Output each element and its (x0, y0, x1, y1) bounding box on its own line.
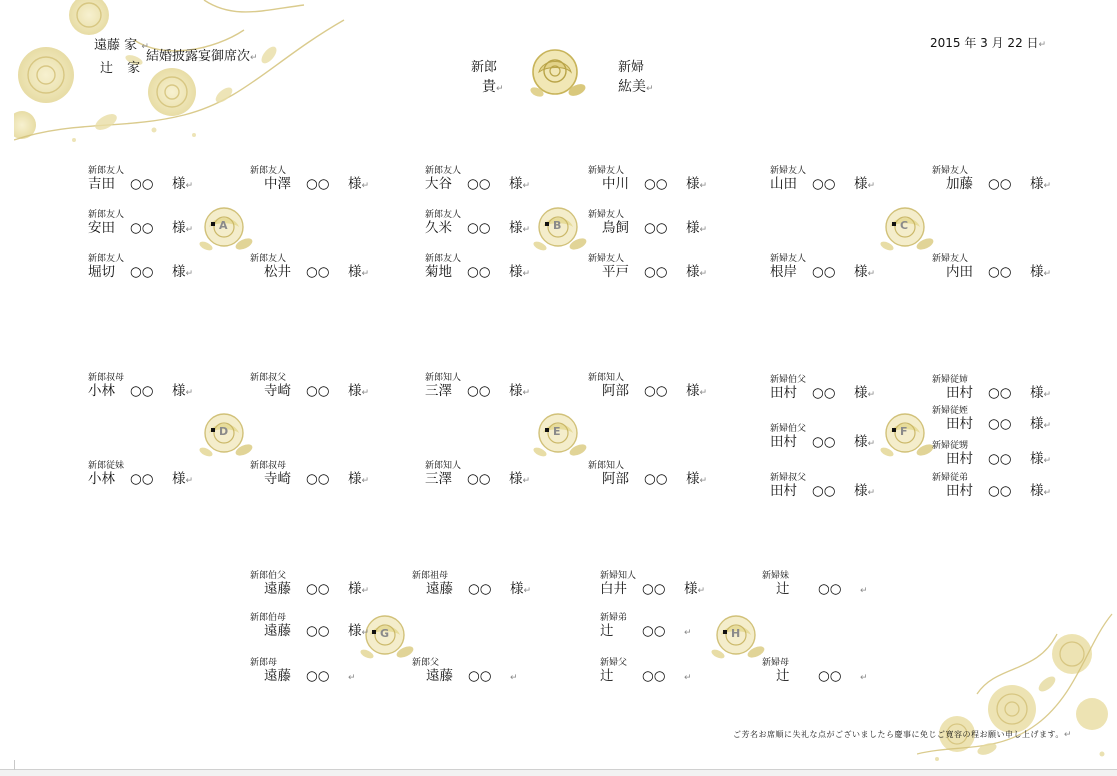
paragraph-mark: ↵ (867, 390, 876, 400)
guest-honorific: 様 (348, 471, 362, 487)
guest-relation: 新郎伯母 (250, 613, 287, 623)
guest-seat (762, 658, 868, 686)
guest-surname: 辻 (776, 668, 790, 684)
guest-given-name: ○○ (130, 264, 154, 280)
guest-relation: 新婦友人 (588, 210, 625, 220)
guest-surname: 久米 (425, 220, 452, 236)
guest-given-name: ○○ (642, 623, 666, 639)
guest-honorific: 様 (854, 264, 868, 280)
guest-relation: 新郎伯父 (250, 571, 287, 581)
paragraph-mark: ↵ (699, 269, 708, 279)
guest-given-name: ○○ (812, 483, 836, 499)
guest-seat (88, 461, 193, 489)
guest-given-name: ○○ (644, 383, 668, 399)
guest-given-name: ○○ (818, 581, 842, 597)
family-name-tsuji: 辻 (100, 61, 114, 76)
guest-given-name: ○○ (306, 668, 330, 684)
guest-relation: 新婦伯父 (770, 424, 807, 434)
table-marker-h (708, 612, 772, 662)
title-text: 結婚披露宴御席次 (146, 49, 251, 64)
guest-seat (932, 254, 1051, 282)
guest-seat (88, 254, 193, 282)
guest-relation: 新郎従妹 (88, 461, 125, 471)
guest-seat (88, 373, 193, 401)
table-marker-c (877, 204, 941, 254)
guest-given-name: ○○ (467, 471, 491, 487)
guest-surname: 平戸 (602, 264, 629, 280)
guest-honorific: 様 (1030, 176, 1044, 192)
guest-relation: 新郎友人 (250, 166, 287, 176)
center-rose-icon (525, 46, 591, 102)
guest-seat (425, 254, 530, 282)
guest-surname: 三澤 (425, 383, 452, 399)
document-title: 結婚披露宴御席次↵ (146, 49, 258, 64)
guest-given-name: ○○ (306, 623, 330, 639)
guest-seat (762, 571, 868, 599)
guest-relation: 新郎友人 (88, 166, 125, 176)
guest-given-name: ○○ (306, 471, 330, 487)
guest-surname: 三澤 (425, 471, 452, 487)
paragraph-mark: ↵ (867, 269, 876, 279)
guest-seat (588, 373, 707, 401)
groom-label: 新郎 (471, 60, 498, 75)
guest-seat (932, 375, 1051, 403)
table-marker-e (530, 410, 594, 460)
guest-seat (932, 166, 1051, 194)
guest-honorific: 様 (172, 383, 186, 399)
guest-surname: 阿部 (602, 471, 629, 487)
guest-relation: 新郎母 (250, 658, 278, 668)
guest-relation: 新婦友人 (932, 166, 969, 176)
paragraph-mark: ↵ (867, 181, 876, 191)
guest-given-name: ○○ (988, 176, 1012, 192)
paragraph-mark: ↵ (361, 628, 370, 638)
guest-honorific: 様 (854, 385, 868, 401)
family-name-endo: 遠藤 (94, 38, 121, 53)
paragraph-mark: ↵ (348, 673, 356, 683)
guest-seat (588, 166, 707, 194)
paragraph-mark: ↵ (697, 586, 706, 596)
table-marker-a (196, 204, 260, 254)
guest-seat (770, 424, 875, 452)
table-marker-d (196, 410, 260, 460)
guest-relation: 新婦友人 (770, 254, 807, 264)
paragraph-mark: ↵ (185, 181, 194, 191)
guest-given-name: ○○ (467, 176, 491, 192)
paragraph-mark: ↵ (523, 586, 532, 596)
guest-given-name: ○○ (644, 471, 668, 487)
guest-seat (600, 613, 692, 641)
paragraph-mark: ↵ (522, 269, 531, 279)
family-suffix: 家 (127, 61, 141, 76)
paragraph-mark: ↵ (361, 388, 370, 398)
guest-honorific: 様 (686, 471, 700, 487)
guest-seat (250, 613, 369, 641)
guest-surname: 小林 (88, 383, 115, 399)
guest-relation: 新婦妹 (762, 571, 790, 581)
guest-given-name: ○○ (467, 264, 491, 280)
guest-seat (932, 441, 1051, 469)
guest-surname: 田村 (770, 483, 797, 499)
paragraph-mark: ↵ (185, 388, 194, 398)
guest-given-name: ○○ (306, 383, 330, 399)
guest-honorific: 様 (854, 434, 868, 450)
guest-seat (250, 571, 369, 599)
rose-icon (196, 204, 260, 254)
guest-given-name: ○○ (812, 385, 836, 401)
guest-given-name: ○○ (642, 581, 666, 597)
guest-seat (250, 658, 356, 686)
table-label: F (900, 425, 908, 438)
guest-honorific: 様 (509, 383, 523, 399)
guest-seat (770, 375, 875, 403)
guest-honorific: 様 (1030, 385, 1044, 401)
guest-seat (770, 254, 875, 282)
paragraph-mark: ↵ (185, 225, 194, 235)
paragraph-mark: ↵ (1043, 181, 1052, 191)
family-suffix: 家 (124, 38, 138, 53)
paragraph-mark: ↵ (361, 181, 370, 191)
floral-bottom-right-decoration (917, 604, 1117, 774)
guest-seat (412, 658, 518, 686)
guest-given-name: ○○ (642, 668, 666, 684)
table-label: G (380, 627, 390, 640)
guest-honorific: 様 (1030, 416, 1044, 432)
guest-surname: 白井 (600, 581, 627, 597)
guest-given-name: ○○ (306, 581, 330, 597)
guest-relation: 新婦知人 (600, 571, 637, 581)
guest-surname: 遠藤 (264, 668, 291, 684)
guest-honorific: 様 (686, 176, 700, 192)
guest-relation: 新郎知人 (425, 373, 462, 383)
footer-note: ご芳名お席順に失礼な点がございましたら慶事に免じご寛容の程お願い申し上げます。↵ (733, 730, 1072, 740)
guest-surname: 松井 (264, 264, 291, 280)
guest-seat (932, 406, 1051, 434)
guest-surname: 田村 (946, 451, 973, 467)
guest-honorific: 様 (172, 471, 186, 487)
guest-surname: 田村 (946, 483, 973, 499)
guest-seat (250, 461, 369, 489)
guest-seat (88, 210, 193, 238)
guest-seat (932, 473, 1051, 501)
guest-seat (412, 571, 531, 599)
guest-surname: 吉田 (88, 176, 115, 192)
guest-given-name: ○○ (818, 668, 842, 684)
guest-seat (425, 210, 530, 238)
guest-relation: 新郎友人 (425, 210, 462, 220)
guest-relation: 新婦父 (600, 658, 628, 668)
guest-relation: 新郎父 (412, 658, 440, 668)
guest-honorific: 様 (1030, 483, 1044, 499)
guest-honorific: 様 (509, 471, 523, 487)
guest-honorific: 様 (510, 581, 524, 597)
guest-relation: 新婦友人 (588, 254, 625, 264)
guest-surname: 辻 (600, 623, 614, 639)
paragraph-mark: ↵ (1043, 421, 1052, 431)
guest-honorific: 様 (686, 383, 700, 399)
guest-given-name: ○○ (812, 176, 836, 192)
guest-seat (88, 166, 193, 194)
page-corner-mark (14, 760, 15, 770)
guest-honorific: 様 (348, 383, 362, 399)
guest-relation: 新婦友人 (932, 254, 969, 264)
guest-surname: 遠藤 (264, 581, 291, 597)
paragraph-mark: ↵ (361, 586, 370, 596)
guest-given-name: ○○ (988, 416, 1012, 432)
table-label: C (900, 219, 909, 232)
guest-relation: 新郎叔父 (250, 373, 287, 383)
paragraph-mark: ↵ (684, 628, 692, 638)
paragraph-mark: ↵ (522, 225, 531, 235)
guest-surname: 堀切 (88, 264, 115, 280)
guest-surname: 寺崎 (264, 383, 291, 399)
guest-honorific: 様 (684, 581, 698, 597)
guest-surname: 安田 (88, 220, 115, 236)
guest-seat (250, 254, 369, 282)
guest-relation: 新郎友人 (425, 254, 462, 264)
guest-relation: 新婦従弟 (932, 473, 969, 483)
paragraph-mark: ↵ (1043, 456, 1052, 466)
guest-relation: 新郎叔母 (88, 373, 125, 383)
guest-honorific: 様 (509, 176, 523, 192)
guest-given-name: ○○ (130, 176, 154, 192)
paragraph-mark: ↵ (510, 673, 518, 683)
table-label: E (553, 425, 561, 438)
guest-surname: 中川 (602, 176, 629, 192)
guest-honorific: 様 (686, 220, 700, 236)
guest-surname: 内田 (946, 264, 973, 280)
guest-honorific: 様 (1030, 451, 1044, 467)
guest-honorific: 様 (348, 264, 362, 280)
guest-surname: 辻 (600, 668, 614, 684)
guest-surname: 阿部 (602, 383, 629, 399)
paragraph-mark: ↵ (1043, 390, 1052, 400)
guest-surname: 中澤 (264, 176, 291, 192)
guest-relation: 新婦友人 (588, 166, 625, 176)
rose-icon (530, 410, 594, 460)
guest-given-name: ○○ (644, 220, 668, 236)
guest-honorific: 様 (172, 220, 186, 236)
guest-given-name: ○○ (306, 264, 330, 280)
groom-name: 貴↵ (482, 79, 504, 95)
guest-given-name: ○○ (468, 668, 492, 684)
guest-surname: 大谷 (425, 176, 452, 192)
guest-given-name: ○○ (467, 220, 491, 236)
guest-given-name: ○○ (130, 471, 154, 487)
paragraph-mark: ↵ (684, 673, 692, 683)
guest-given-name: ○○ (644, 264, 668, 280)
guest-relation: 新婦従姉 (932, 375, 969, 385)
guest-surname: 田村 (946, 416, 973, 432)
paragraph-mark: ↵ (1043, 269, 1052, 279)
guest-relation: 新郎叔母 (250, 461, 287, 471)
guest-honorific: 様 (686, 264, 700, 280)
guest-relation: 新郎友人 (425, 166, 462, 176)
guest-relation: 新郎友人 (250, 254, 287, 264)
bride-name-text: 紘美 (618, 79, 646, 95)
paragraph-mark: ↵ (867, 488, 876, 498)
guest-relation: 新郎友人 (88, 254, 125, 264)
guest-surname: 小林 (88, 471, 115, 487)
guest-relation: 新郎友人 (88, 210, 125, 220)
paragraph-mark: ↵ (699, 181, 708, 191)
guest-honorific: 様 (348, 581, 362, 597)
bride-label: 新婦 (618, 60, 645, 75)
guest-honorific: 様 (509, 220, 523, 236)
guest-relation: 新婦弟 (600, 613, 628, 623)
paragraph-mark: ↵ (185, 269, 194, 279)
guest-surname: 根岸 (770, 264, 797, 280)
guest-honorific: 様 (1030, 264, 1044, 280)
family-line-1: 遠藤 家 ↵ (94, 38, 149, 53)
guest-given-name: ○○ (988, 264, 1012, 280)
guest-honorific: 様 (509, 264, 523, 280)
guest-honorific: 様 (172, 176, 186, 192)
paragraph-mark: ↵ (699, 476, 708, 486)
guest-seat (600, 658, 692, 686)
guest-given-name: ○○ (988, 385, 1012, 401)
guest-surname: 鳥飼 (602, 220, 629, 236)
rose-icon (530, 204, 594, 254)
table-label: H (731, 627, 741, 640)
guest-given-name: ○○ (812, 434, 836, 450)
floral-top-left-decoration (14, 0, 374, 150)
guest-seat (250, 166, 369, 194)
guest-honorific: 様 (854, 483, 868, 499)
paragraph-mark: ↵ (860, 673, 868, 683)
guest-seat (425, 373, 530, 401)
guest-relation: 新婦伯父 (770, 375, 807, 385)
guest-surname: 山田 (770, 176, 797, 192)
table-label: D (219, 425, 229, 438)
guest-relation: 新郎知人 (425, 461, 462, 471)
guest-honorific: 様 (348, 623, 362, 639)
paragraph-mark: ↵ (699, 388, 708, 398)
groom-name-text: 貴 (482, 79, 496, 95)
guest-given-name: ○○ (812, 264, 836, 280)
paragraph-mark: ↵ (361, 269, 370, 279)
family-line-2 (100, 57, 140, 76)
guest-honorific: 様 (854, 176, 868, 192)
paragraph-mark: ↵ (867, 439, 876, 449)
guest-relation: 新婦友人 (770, 166, 807, 176)
paragraph-mark: ↵ (522, 476, 531, 486)
guest-relation: 新郎知人 (588, 373, 625, 383)
guest-seat (600, 571, 705, 599)
guest-seat (250, 373, 369, 401)
table-label: B (553, 219, 562, 232)
wedding-date: 2015 年 3 月 22 日↵ (930, 36, 1047, 50)
guest-relation: 新婦叔父 (770, 473, 807, 483)
guest-relation: 新郎祖母 (412, 571, 449, 581)
guest-given-name: ○○ (306, 176, 330, 192)
guest-honorific: 様 (348, 176, 362, 192)
guest-honorific: 様 (172, 264, 186, 280)
guest-surname: 菊地 (425, 264, 452, 280)
guest-seat (425, 461, 530, 489)
guest-given-name: ○○ (467, 383, 491, 399)
guest-surname: 遠藤 (426, 668, 453, 684)
footer-note-text: ご芳名お席順に失礼な点がございましたら慶事に免じご寛容の程お願い申し上げます。 (733, 730, 1064, 739)
guest-given-name: ○○ (644, 176, 668, 192)
guest-seat (770, 166, 875, 194)
date-text: 2015 年 3 月 22 日 (930, 36, 1039, 50)
guest-seat (588, 210, 707, 238)
guest-surname: 田村 (946, 385, 973, 401)
guest-given-name: ○○ (988, 483, 1012, 499)
guest-seat (588, 461, 707, 489)
paragraph-mark: ↵ (1043, 488, 1052, 498)
guest-given-name: ○○ (988, 451, 1012, 467)
paragraph-mark: ↵ (361, 476, 370, 486)
guest-relation: 新婦母 (762, 658, 790, 668)
table-marker-b (530, 204, 594, 254)
guest-given-name: ○○ (130, 220, 154, 236)
guest-surname: 田村 (770, 385, 797, 401)
guest-surname: 加藤 (946, 176, 973, 192)
guest-relation: 新婦従姪 (932, 406, 969, 416)
guest-surname: 田村 (770, 434, 797, 450)
paragraph-mark: ↵ (699, 225, 708, 235)
paragraph-mark: ↵ (522, 181, 531, 191)
paragraph-mark: ↵ (522, 388, 531, 398)
guest-relation: 新郎知人 (588, 461, 625, 471)
guest-seat (770, 473, 875, 501)
guest-given-name: ○○ (468, 581, 492, 597)
paragraph-mark: ↵ (860, 586, 868, 596)
guest-seat (425, 166, 530, 194)
table-label: A (219, 219, 228, 232)
guest-relation: 新婦従甥 (932, 441, 969, 451)
guest-surname: 辻 (776, 581, 790, 597)
guest-given-name: ○○ (130, 383, 154, 399)
paragraph-mark: ↵ (185, 476, 194, 486)
guest-surname: 寺崎 (264, 471, 291, 487)
guest-surname: 遠藤 (264, 623, 291, 639)
guest-surname: 遠藤 (426, 581, 453, 597)
guest-seat (588, 254, 707, 282)
rose-icon (877, 204, 941, 254)
page-bottom-edge (0, 769, 1117, 776)
bride-name: 紘美↵ (618, 79, 654, 95)
